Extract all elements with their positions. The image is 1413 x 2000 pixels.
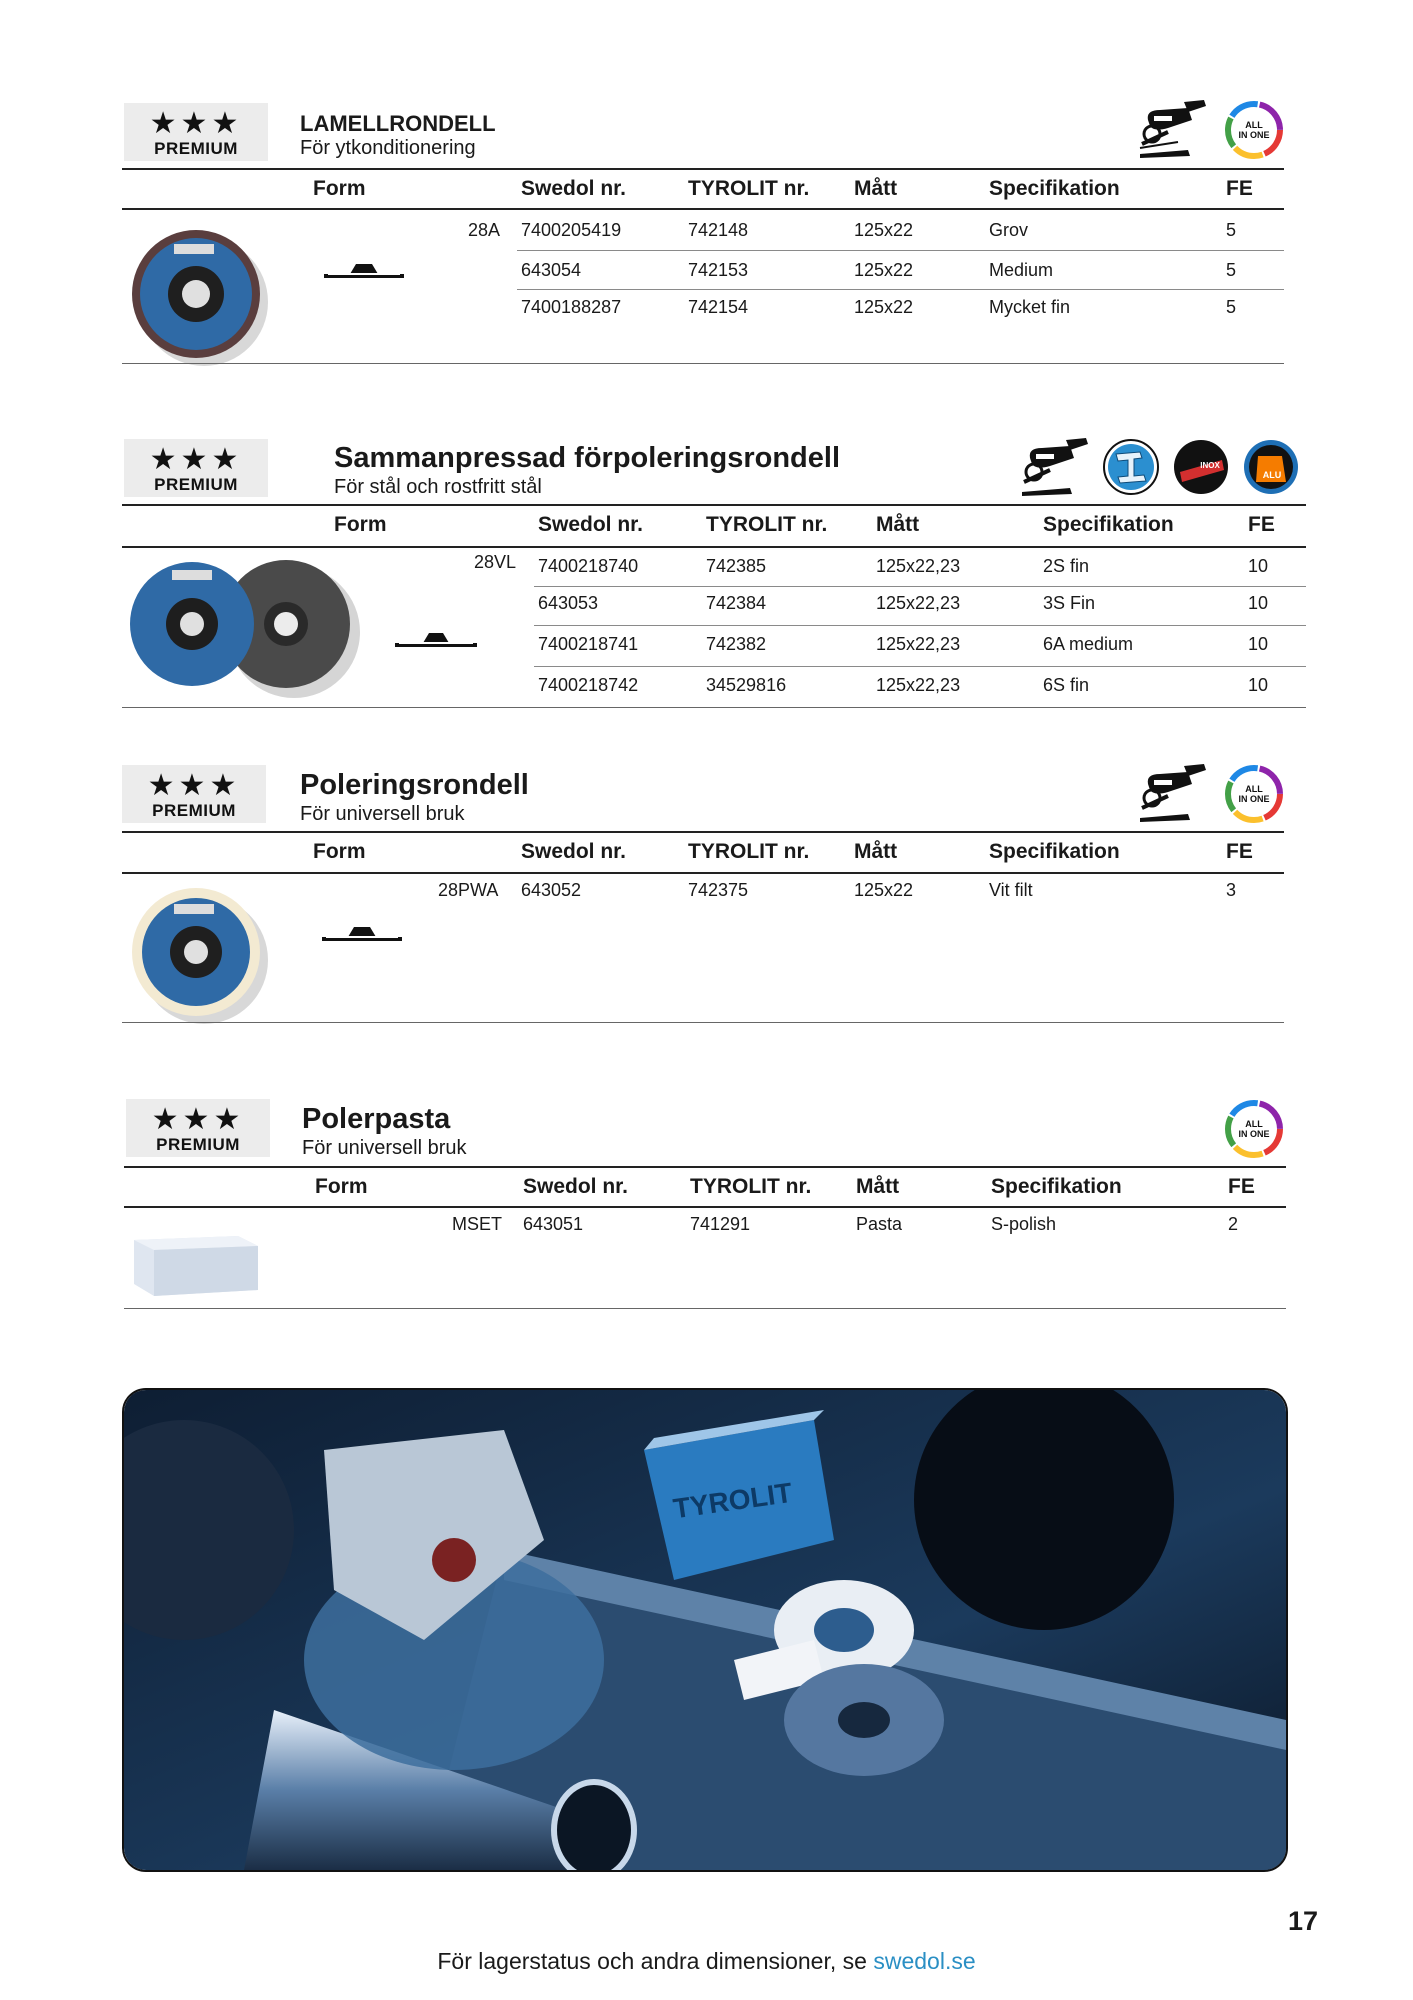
header-specifikation: Specifikation	[1043, 513, 1174, 536]
premium-badge	[124, 103, 268, 161]
cell-tyrolit: 34529816	[706, 675, 787, 695]
header-specifikation: Specifikation	[989, 177, 1120, 200]
all-in-one-text-top: ALL	[1245, 784, 1264, 794]
cell-spec: Mycket fin	[989, 297, 1071, 317]
premium-label: PREMIUM	[152, 801, 236, 820]
cell-fe: 10	[1248, 593, 1269, 613]
cell-matt: 125x22	[854, 297, 914, 317]
header-matt: Mått	[854, 177, 898, 200]
header-form: Form	[334, 513, 387, 536]
section-bottom-rule	[122, 1022, 1284, 1023]
alu-icon	[1242, 438, 1300, 496]
header-swedol: Swedol nr.	[521, 840, 627, 863]
product-photo	[122, 1388, 1288, 1872]
angle-grinder-icon	[1020, 436, 1090, 498]
form-profile-icon	[393, 627, 479, 656]
cell-swedol: 643052	[521, 880, 582, 900]
all-in-one-text-bottom: IN ONE	[1238, 130, 1270, 140]
product-title: Poleringsrondell	[300, 769, 529, 801]
cell-spec: 3S Fin	[1043, 593, 1096, 613]
cell-swedol: 7400188287	[521, 297, 622, 317]
all-in-one-icon	[1224, 100, 1284, 160]
cell-swedol: 7400218742	[538, 675, 639, 695]
cell-tyrolit: 742382	[706, 634, 767, 654]
product-title: LAMELLRONDELL	[300, 111, 496, 136]
premium-badge	[126, 1099, 270, 1157]
angle-grinder-icon	[1138, 762, 1208, 824]
form-code: 28A	[468, 220, 501, 240]
alu-label: ALU	[1262, 470, 1282, 480]
cell-fe: 10	[1248, 634, 1269, 654]
product-subtitle: För stål och rostfritt stål	[334, 476, 542, 498]
product-title: Polerpasta	[302, 1103, 451, 1135]
footer-link[interactable]: swedol.se	[873, 1948, 976, 1974]
all-in-one-icon	[1224, 764, 1284, 824]
header-swedol: Swedol nr.	[523, 1175, 629, 1198]
rating-stars: ★★★	[151, 1103, 245, 1136]
row-divider	[534, 666, 1306, 667]
header-rule	[122, 872, 1284, 874]
cell-fe: 5	[1226, 297, 1237, 317]
footer-text: För lagerstatus och andra dimensioner, se	[437, 1948, 874, 1974]
header-fe: FE	[1226, 840, 1253, 863]
premium-label: PREMIUM	[154, 475, 238, 494]
rating-stars: ★★★	[149, 107, 243, 140]
cell-tyrolit: 742375	[688, 880, 749, 900]
all-in-one-icon	[1224, 1099, 1284, 1159]
header-fe: FE	[1248, 513, 1275, 536]
cell-tyrolit: 741291	[690, 1214, 751, 1234]
header-matt: Mått	[876, 513, 920, 536]
product-image-polish-bar	[128, 1218, 268, 1313]
cell-tyrolit: 742148	[688, 220, 749, 240]
header-swedol: Swedol nr.	[538, 513, 644, 536]
row-divider	[517, 250, 1284, 251]
table-top-rule	[122, 831, 1284, 833]
product-image-flap-disc	[126, 222, 276, 377]
angle-grinder-icon	[1138, 98, 1208, 160]
header-matt: Mått	[854, 840, 898, 863]
table-top-rule	[122, 504, 1306, 506]
form-code: 28PWA	[438, 880, 499, 900]
premium-badge	[122, 765, 266, 823]
cell-swedol: 643051	[523, 1214, 584, 1234]
header-tyrolit: TYROLIT nr.	[688, 840, 810, 863]
header-fe: FE	[1226, 177, 1253, 200]
form-profile-icon	[322, 258, 406, 287]
cell-fe: 3	[1226, 880, 1237, 900]
header-specifikation: Specifikation	[991, 1175, 1122, 1198]
page-number: 17	[1288, 1906, 1319, 1936]
material-icons	[1020, 436, 1300, 498]
rating-stars: ★★★	[147, 769, 241, 802]
premium-badge	[124, 439, 268, 497]
cell-matt: 125x22,23	[876, 556, 961, 576]
cell-spec: Medium	[989, 260, 1054, 280]
section-bottom-rule	[122, 707, 1306, 708]
product-image-compressed-disc	[126, 550, 376, 715]
section-bottom-rule	[122, 363, 1284, 364]
cell-fe: 10	[1248, 556, 1269, 576]
cell-fe: 5	[1226, 220, 1237, 240]
tin-brand-text: TYROLIT	[671, 1476, 795, 1525]
header-tyrolit: TYROLIT nr.	[706, 513, 828, 536]
product-subtitle: För universell bruk	[302, 1137, 467, 1159]
cell-swedol: 643054	[521, 260, 582, 280]
all-in-one-text-top: ALL	[1245, 1119, 1263, 1129]
header-specifikation: Specifikation	[989, 840, 1120, 863]
cell-swedol: 7400205419	[521, 220, 622, 240]
steel-icon	[1102, 438, 1160, 496]
cell-tyrolit: 742384	[706, 593, 767, 613]
header-form: Form	[313, 840, 366, 863]
table-top-rule	[124, 1166, 1286, 1168]
cell-fe: 5	[1226, 260, 1237, 280]
cell-fe: 10	[1248, 675, 1269, 695]
form-code: MSET	[452, 1214, 503, 1234]
cell-swedol: 7400218740	[538, 556, 639, 576]
cell-matt: 125x22	[854, 260, 914, 280]
header-fe: FE	[1228, 1175, 1255, 1198]
row-divider	[517, 289, 1284, 290]
cell-swedol: 7400218741	[538, 634, 639, 654]
all-in-one-text-top: ALL	[1245, 120, 1264, 130]
header-tyrolit: TYROLIT nr.	[688, 177, 810, 200]
cell-spec: 6A medium	[1043, 634, 1134, 654]
cell-tyrolit: 742154	[688, 297, 749, 317]
form-profile-icon	[320, 921, 404, 950]
header-form: Form	[313, 177, 366, 200]
footer	[0, 1948, 1413, 1975]
usage-icons	[1224, 1099, 1284, 1164]
cell-matt: 125x22	[854, 880, 914, 900]
product-subtitle: För ytkonditionering	[300, 137, 476, 159]
cell-matt: 125x22,23	[876, 634, 961, 654]
header-swedol: Swedol nr.	[521, 177, 627, 200]
premium-label: PREMIUM	[156, 1135, 240, 1154]
header-rule	[122, 208, 1284, 210]
cell-matt: 125x22	[854, 220, 914, 240]
inox-icon	[1172, 438, 1230, 496]
cell-matt: 125x22,23	[876, 675, 961, 695]
header-tyrolit: TYROLIT nr.	[690, 1175, 812, 1198]
table-top-rule	[122, 168, 1284, 170]
cell-spec: Vit filt	[989, 880, 1033, 900]
header-form: Form	[315, 1175, 368, 1198]
header-matt: Mått	[856, 1175, 900, 1198]
inox-label: INOX	[1200, 461, 1220, 470]
premium-label: PREMIUM	[154, 139, 238, 158]
rating-stars: ★★★	[149, 443, 243, 476]
row-divider	[534, 625, 1306, 626]
cell-tyrolit: 742153	[688, 260, 749, 280]
cell-matt: Pasta	[856, 1214, 903, 1234]
cell-tyrolit: 742385	[706, 556, 767, 576]
row-divider	[534, 586, 1306, 587]
cell-spec: Grov	[989, 220, 1029, 240]
form-code: 28VL	[474, 552, 517, 572]
cell-spec: 6S fin	[1043, 675, 1090, 695]
product-image-felt-disc	[126, 880, 276, 1035]
cell-matt: 125x22,23	[876, 593, 961, 613]
product-title: Sammanpressad förpoleringsrondell	[334, 442, 841, 474]
header-rule	[124, 1206, 1286, 1208]
product-subtitle: För universell bruk	[300, 803, 465, 825]
cell-spec: S-polish	[991, 1214, 1057, 1234]
all-in-one-text-bottom: IN ONE	[1238, 1129, 1270, 1139]
header-rule	[122, 546, 1306, 548]
section-bottom-rule	[124, 1308, 1286, 1309]
cell-swedol: 643053	[538, 593, 599, 613]
all-in-one-text-bottom: IN ONE	[1238, 794, 1270, 804]
cell-spec: 2S fin	[1043, 556, 1090, 576]
cell-fe: 2	[1228, 1214, 1239, 1234]
usage-icons	[1138, 762, 1284, 829]
usage-icons	[1138, 98, 1284, 165]
